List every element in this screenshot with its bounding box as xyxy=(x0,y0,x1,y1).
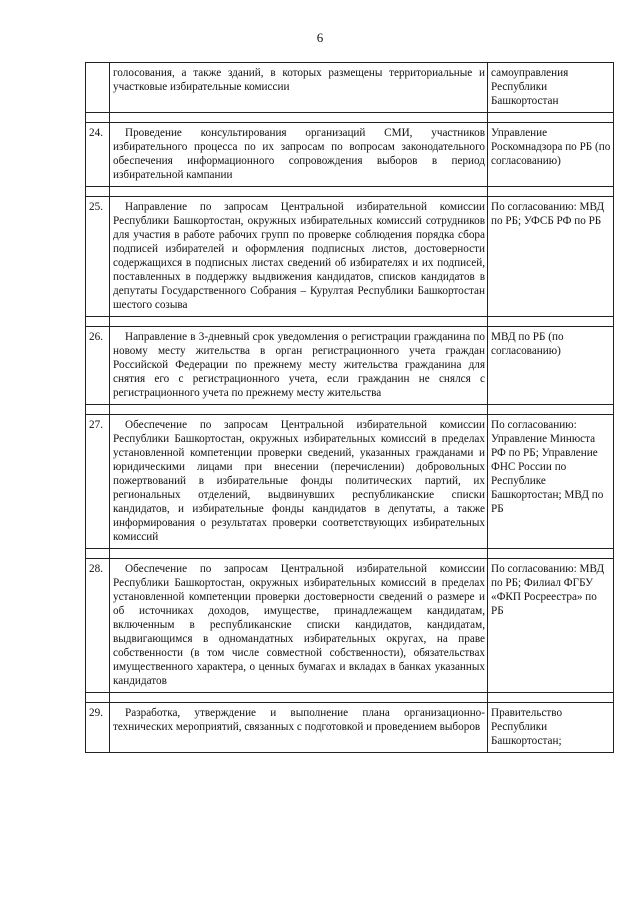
row-responsible: Управление Роскомнадзора по РБ (по согласованию) xyxy=(488,123,614,187)
row-task-text: Направление по запросам Центральной избирательной комиссии Республики Башкортостан, окружных избирательных комиссий сотрудников для участия в работе рабочих групп по проверке соблюдения порядка сбора подписей избирателей и оформления подписных листов, достоверности содержащихся в подписных листах сведений об избирателях и их подписей, поставленных в поддержку выдвижения кандидатов, списков кандидатов в депутаты Государственного Собрания – Курултая Республики Башкортостан шестого созыва xyxy=(113,201,485,311)
measures-table xyxy=(85,62,614,753)
row-number: 29. xyxy=(86,703,110,753)
row-number: 24. xyxy=(86,123,110,187)
row-gap xyxy=(86,693,614,703)
row-task-text: Обеспечение по запросам Центральной избирательной комиссии Республики Башкортостан, окружных избирательных комиссий в пределах установленной компетенции проверки достоверности сведений о размере и об источниках доходов, имуществе, принадлежащем кандидатам, включенным в республиканские списки кандидатов, кандидатам, выдвигающимся в одномандатных избирательных округах, на праве собственности (в том числе совместной собственности), обязательствах имущественного характера, о ценных бумагах и вкладах в банках указанных кандидатов xyxy=(113,563,485,687)
row-responsible: Правительство Республики Башкортостан; xyxy=(488,703,614,753)
row-task xyxy=(110,559,488,693)
table-row xyxy=(86,703,614,753)
row-task xyxy=(110,123,488,187)
row-gap xyxy=(86,187,614,197)
row-number: 26. xyxy=(86,327,110,405)
row-task: голосования, а также зданий, в которых размещены территориальные и участковые избирательные комиссии xyxy=(110,63,488,113)
row-task-text: Направление в 3-дневный срок уведомления о регистрации гражданина по новому месту жительства в орган регистрационного учета граждан Российской Федерации по прежнему месту жительства гражданина для снятия его с регистрационного учета, если гражданин не снялся с регистрационного учета по прежнему месту жительства xyxy=(113,331,485,399)
table-row xyxy=(86,415,614,549)
row-task xyxy=(110,197,488,317)
table-row xyxy=(86,123,614,187)
table-row xyxy=(86,63,614,113)
row-responsible: По согласованию: МВД по РБ; Филиал ФГБУ «ФКП Росреестра» по РБ xyxy=(488,559,614,693)
row-gap xyxy=(86,113,614,123)
row-task xyxy=(110,415,488,549)
row-responsible: По согласованию: Управление Минюста РФ по РБ; Управление ФНС России по Республике Башкортостан; МВД по РБ xyxy=(488,415,614,549)
row-task-text: Разработка, утверждение и выполнение плана организационно-технических мероприятий, связанных с подготовкой и проведением выборов xyxy=(113,707,485,733)
row-gap xyxy=(86,405,614,415)
table-row xyxy=(86,327,614,405)
table-row xyxy=(86,197,614,317)
row-number: 25. xyxy=(86,197,110,317)
row-number: 27. xyxy=(86,415,110,549)
page-number: 6 xyxy=(316,30,324,45)
row-task xyxy=(110,327,488,405)
row-number: 28. xyxy=(86,559,110,693)
row-responsible: самоуправления Республики Башкортостан xyxy=(488,63,614,113)
row-task xyxy=(110,703,488,753)
table-row xyxy=(86,559,614,693)
row-responsible: По согласованию: МВД по РБ; УФСБ РФ по РБ xyxy=(488,197,614,317)
row-gap xyxy=(86,549,614,559)
row-responsible: МВД по РБ (по согласованию) xyxy=(488,327,614,405)
row-task-text: Обеспечение по запросам Центральной избирательной комиссии Республики Башкортостан, окружных избирательных комиссий в пределах установленной компетенции проверки сведений, указанных гражданами и юридическими лицами при внесении (перечислении) добровольных пожертвований в избирательные фонды политических партий, их региональных отделений, выдвинувших республиканские списки кандидатов, и избирательные фонды кандидатов в депутаты, а также информирования о результатах проверки соответствующих избирательных комиссий xyxy=(113,419,485,543)
row-number xyxy=(86,63,110,113)
row-gap xyxy=(86,317,614,327)
row-task-text: Проведение консультирования организаций СМИ, участников избирательного процесса по их запросам по вопросам законодательного обеспечения информационного сопровождения выборов в период избирательной кампании xyxy=(113,127,485,181)
